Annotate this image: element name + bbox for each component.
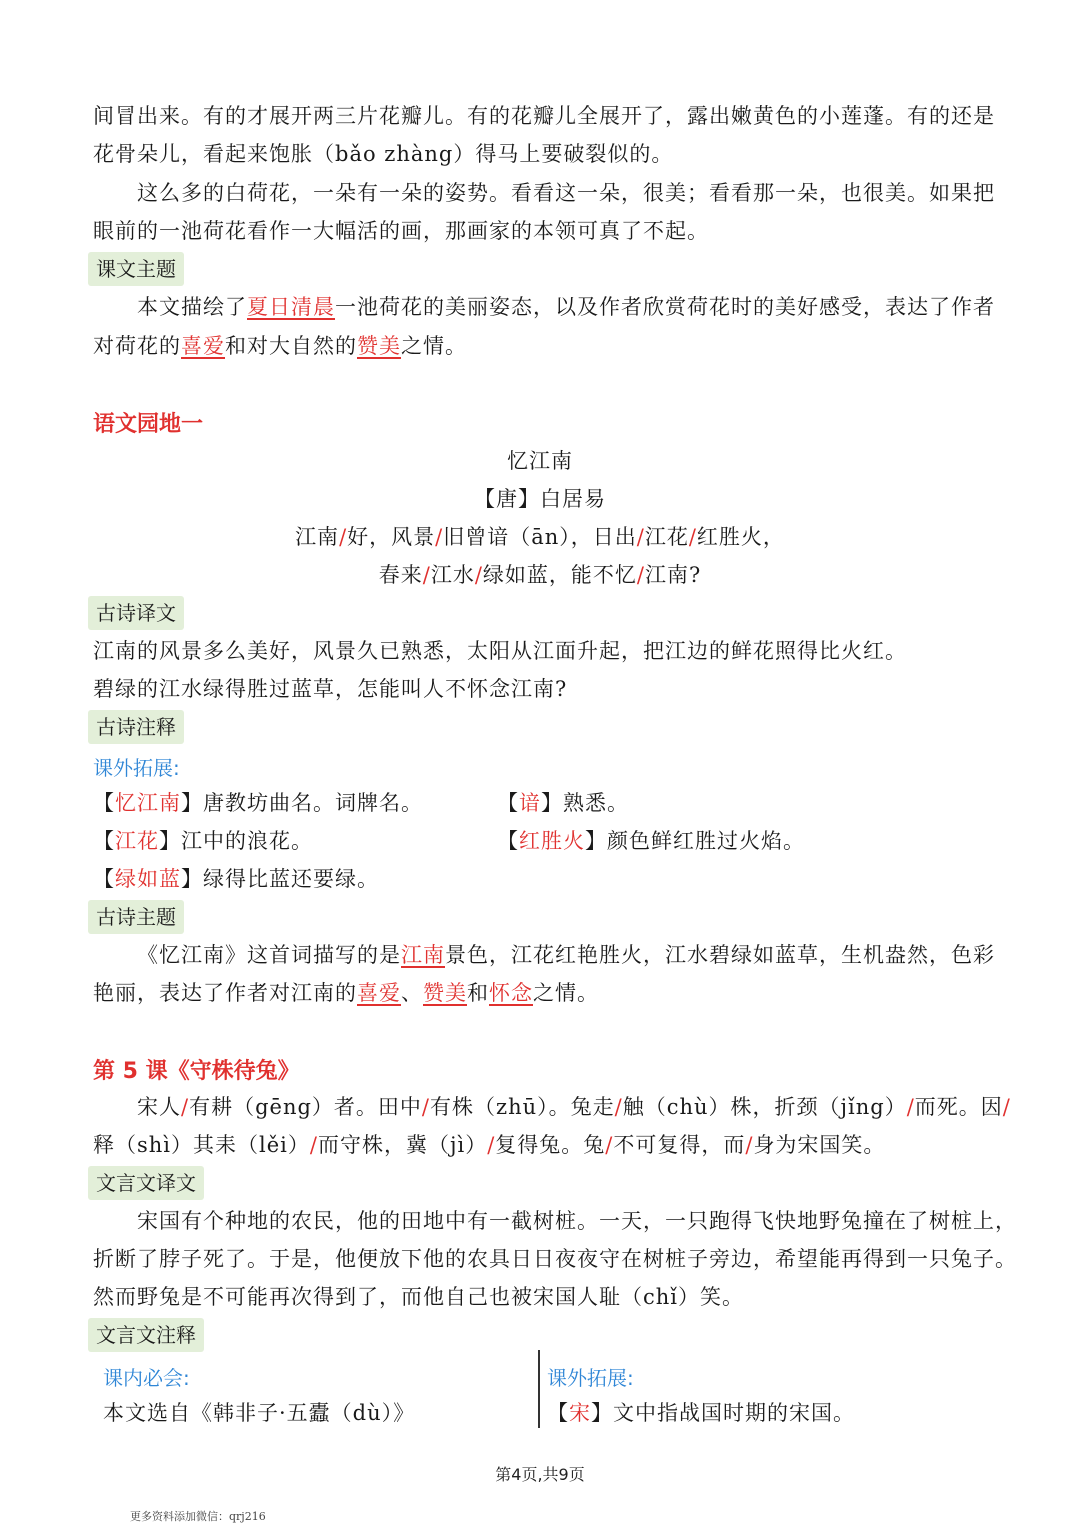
keyword: 怀念	[489, 981, 533, 1005]
note-item: 【谙】熟悉。	[497, 791, 629, 815]
note-item: 【绿如蓝】绿得比蓝还要绿。	[93, 867, 379, 891]
section-title: 语文园地一	[93, 412, 204, 437]
in-class-text: 本文选自《韩非子·五蠹（dù）》	[103, 1401, 416, 1425]
footer-note: 更多资料添加微信：qrj216	[130, 1510, 266, 1523]
poem-theme-tag: 古诗主题	[88, 900, 184, 934]
poem-line: 春来/江水/绿如蓝，能不忆/江南?	[378, 563, 702, 587]
paragraph-line: 花骨朵儿，看起来饱胀（bǎo zhàng）得马上要破裂似的。	[93, 142, 674, 166]
note-item: 【忆江南】唐教坊曲名。词牌名。	[93, 791, 423, 815]
extension-heading: 课外拓展:	[93, 756, 180, 780]
theme-line: 本文描绘了夏日清晨一池荷花的美丽姿态，以及作者欣赏荷花时的美好感受，表达了作者	[137, 295, 995, 319]
notes-tag: 古诗注释	[88, 710, 184, 744]
paragraph-line: 这么多的白荷花，一朵有一朵的姿势。看看这一朵，很美；看看那一朵，也很美。如果把	[137, 181, 995, 205]
extension-heading: 课外拓展:	[547, 1366, 634, 1390]
column-divider	[538, 1350, 540, 1428]
translation-tag: 古诗译文	[88, 596, 184, 630]
keyword: 喜爱	[181, 334, 225, 358]
theme-tag: 课文主题	[88, 252, 184, 286]
theme-line: 艳丽，表达了作者对江南的喜爱、赞美和怀念之情。	[93, 981, 599, 1005]
keyword: 喜爱	[357, 981, 401, 1005]
page-number: 第4页,共9页	[495, 1465, 585, 1484]
poem-author: 【唐】白居易	[474, 487, 606, 511]
keyword: 赞美	[357, 334, 401, 358]
translation-line: 折断了脖子死了。于是，他便放下他的农具日日夜夜守在树桩子旁边，希望能再得到一只兔子。	[93, 1247, 1017, 1271]
paragraph-line: 间冒出来。有的才展开两三片花瓣儿。有的花瓣儿全展开了，露出嫩黄色的小莲蓬。有的还是	[93, 104, 995, 128]
keyword: 夏日清晨	[247, 295, 335, 319]
theme-line: 《忆江南》这首词描写的是江南景色，江花红艳胜火，江水碧绿如蓝草，生机盎然，色彩	[137, 943, 995, 967]
note-item: 【宋】文中指战国时期的宋国。	[547, 1401, 855, 1425]
translation-tag: 文言文译文	[88, 1166, 204, 1200]
translation-line: 宋国有个种地的农民，他的田地中有一截树桩。一天，一只跑得飞快地野兔撞在了树桩上，	[137, 1209, 1017, 1233]
poem-line: 江南/好，风景/旧曾谙（ān），日出/江花/红胜火，	[295, 525, 785, 549]
paragraph-line: 眼前的一池荷花看作一大幅活的画，那画家的本领可真了不起。	[93, 219, 709, 243]
keyword: 赞美	[423, 981, 467, 1005]
translation-line: 然而野兔是不可能再次得到了，而他自己也被宋国人耻（chǐ）笑。	[93, 1285, 744, 1309]
notes-tag: 文言文注释	[88, 1318, 204, 1352]
poem-title: 忆江南	[507, 449, 573, 473]
section-title: 第 5 课《守株待兔》	[93, 1059, 300, 1084]
translation-line: 江南的风景多么美好，风景久已熟悉，太阳从江面升起，把江边的鲜花照得比火红。	[93, 639, 907, 663]
note-item: 【红胜火】颜色鲜红胜过火焰。	[497, 829, 805, 853]
in-class-heading: 课内必会:	[103, 1366, 190, 1390]
classical-text-line: 释（shì）其耒（lěi）/而守株，冀（jì）/复得兔。兔/不可复得，而/身为宋国笑。	[93, 1133, 886, 1157]
note-item: 【江花】江中的浪花。	[93, 829, 313, 853]
classical-text-line: 宋人/有耕（gēng）者。田中/有株（zhū）。兔走/触（chù）株，折颈（jǐng）/而死。因/	[137, 1095, 1011, 1119]
theme-line: 对荷花的喜爱和对大自然的赞美之情。	[93, 334, 467, 358]
keyword: 江南	[401, 943, 445, 967]
translation-line: 碧绿的江水绿得胜过蓝草，怎能叫人不怀念江南?	[93, 677, 568, 701]
